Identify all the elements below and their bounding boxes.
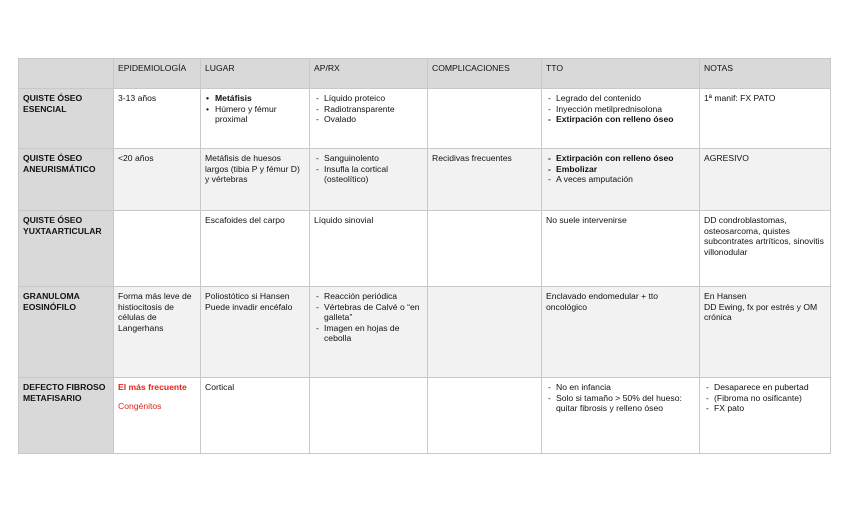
cell-tto: Enclavado endomedular + tto oncológico (542, 287, 700, 378)
list-item: • Húmero y fémur proximal (205, 104, 305, 125)
highlight-text: Congénitos (118, 400, 162, 411)
cell-notas (700, 287, 831, 378)
cell-aprx (310, 89, 428, 149)
list-item: - Embolizar (546, 164, 695, 175)
table-row (19, 287, 831, 378)
list-item: - Imagen en hojas de cebolla (314, 323, 423, 344)
cell-notas: AGRESIVO (700, 149, 831, 211)
list-item: - Reacción periódica (314, 291, 423, 302)
list-item: - Legrado del contenido (546, 93, 695, 104)
cell-line: Poliostótico si Hansen (205, 291, 290, 301)
header-aprx: AP/RX (310, 59, 428, 89)
header-lugar: LUGAR (201, 59, 310, 89)
cell-complicaciones (428, 287, 542, 378)
cell-line: Puede invadir encéfalo (205, 301, 293, 312)
cell-aprx (310, 149, 428, 211)
list-item: - Radiotransparente (314, 104, 423, 115)
list-item: - Desaparece en pubertad (704, 382, 826, 393)
cell-lugar: Metáfisis de huesos largos (tibia P y fémur D) y vértebras (201, 149, 310, 211)
list-item: - Inyección metilprednisolona (546, 104, 695, 115)
cell-tto (542, 378, 700, 454)
list-item: • Metáfisis (205, 93, 305, 104)
cell-epidemiologia: 3-13 años (114, 89, 201, 149)
row-label: GRANULOMA EOSINÓFILO (19, 287, 114, 378)
cell-notas: 1ª manif: FX PATO (700, 89, 831, 149)
header-row (19, 59, 831, 89)
table-row (19, 378, 831, 454)
list-item: - Insufla la cortical (osteolítico) (314, 164, 423, 185)
highlight-text: El más frecuente (118, 382, 187, 392)
table-row (19, 149, 831, 211)
cell-tto: No suele intervenirse (542, 211, 700, 287)
cell-epidemiologia (114, 378, 201, 454)
list-item: - Extirpación con relleno óseo (546, 114, 695, 125)
cell-aprx (310, 287, 428, 378)
cell-line: DD Ewing, fx por estrés y OM crónica (704, 301, 818, 323)
list-item: - FX pato (704, 403, 826, 414)
cell-complicaciones (428, 89, 542, 149)
list-item: - A veces amputación (546, 174, 695, 185)
cell-epidemiologia: Forma más leve de histiocitosis de células de Langerhans (114, 287, 201, 378)
cell-lugar (201, 287, 310, 378)
list-item: - Vértebras de Calvé o “en galleta” (314, 302, 423, 323)
row-label: QUISTE ÓSEO ESENCIAL (19, 89, 114, 149)
table-row (19, 211, 831, 287)
list-item: - Líquido proteico (314, 93, 423, 104)
cell-notas: DD condroblastomas, osteosarcoma, quistes subcontrates artríticos, sinovitis villonodular (700, 211, 831, 287)
cell-aprx: Líquido sinovial (310, 211, 428, 287)
list-item: - Ovalado (314, 114, 423, 125)
cell-notas (700, 378, 831, 454)
list-item: - Extirpación con relleno óseo (546, 153, 695, 164)
list-item: - No en infancia (546, 382, 695, 393)
cell-tto (542, 149, 700, 211)
cell-lugar: Cortical (201, 378, 310, 454)
cell-complicaciones: Recidivas frecuentes (428, 149, 542, 211)
row-label: QUISTE ÓSEO YUXTAARTICULAR (19, 211, 114, 287)
cell-aprx (310, 378, 428, 454)
row-label: DEFECTO FIBROSO METAFISARIO (19, 378, 114, 454)
list-item: - Solo si tamaño > 50% del hueso: quitar fibrosis y relleno óseo (546, 393, 695, 414)
cell-epidemiologia (114, 211, 201, 287)
cell-complicaciones (428, 378, 542, 454)
cell-lugar: Escafoides del carpo (201, 211, 310, 287)
cell-line: En Hansen (704, 291, 747, 301)
header-corner (19, 59, 114, 89)
cell-lugar (201, 89, 310, 149)
row-label: QUISTE ÓSEO ANEURISMÁTICO (19, 149, 114, 211)
header-complicaciones: COMPLICACIONES (428, 59, 542, 89)
header-epidemiologia: EPIDEMIOLOGÍA (114, 59, 201, 89)
header-tto: TTO (542, 59, 700, 89)
cell-complicaciones (428, 211, 542, 287)
bone-cyst-comparison-table (18, 58, 831, 454)
header-notas: NOTAS (700, 59, 831, 89)
list-item: - (Fibroma no osificante) (704, 393, 826, 404)
cell-epidemiologia: <20 años (114, 149, 201, 211)
table-row (19, 89, 831, 149)
list-item: - Sanguinolento (314, 153, 423, 164)
cell-tto (542, 89, 700, 149)
